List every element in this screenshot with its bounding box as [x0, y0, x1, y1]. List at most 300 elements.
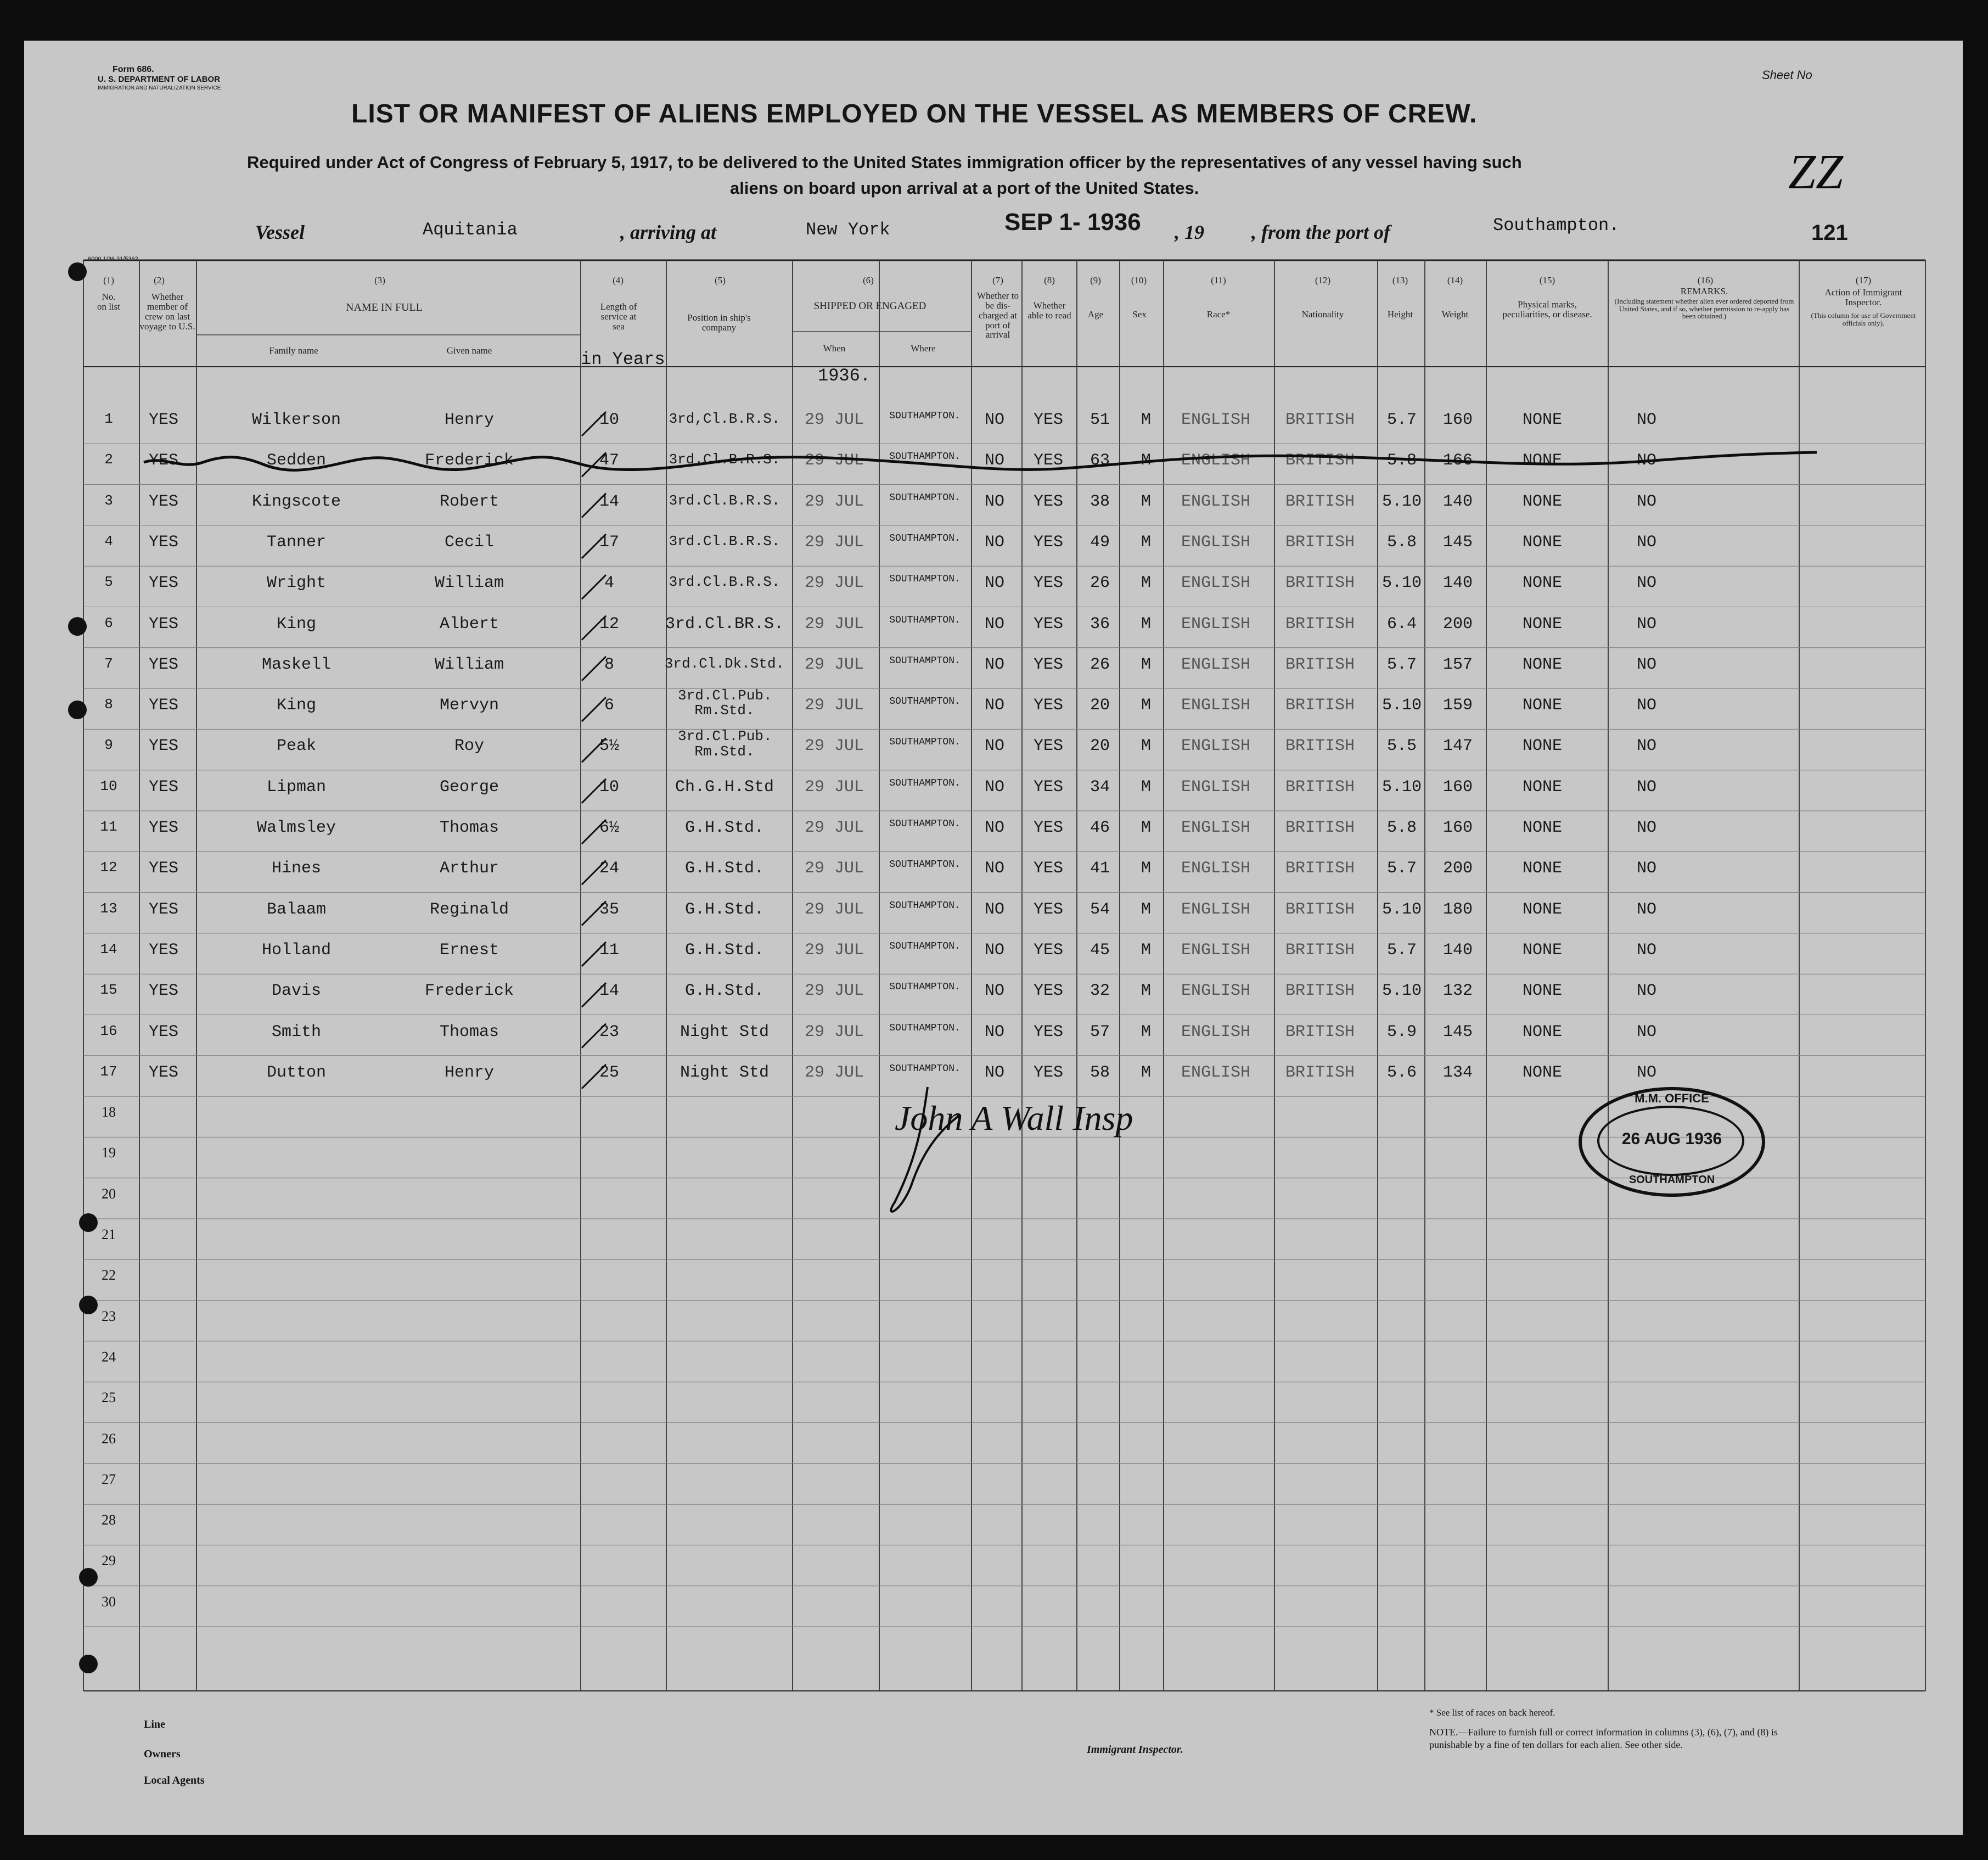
cell-last: YES — [148, 451, 179, 470]
cell-last: YES — [148, 777, 179, 797]
cell-read: YES — [1033, 940, 1064, 960]
cell-last: YES — [148, 737, 179, 756]
cell-where: SOUTHAMPTON. — [889, 819, 961, 830]
cell-height: 6.4 — [1386, 614, 1417, 634]
cell-sex: M — [1141, 900, 1152, 919]
cell-race: ENGLISH — [1181, 492, 1251, 511]
form-number: Form 686. — [113, 65, 154, 74]
row-number: 24 — [102, 1348, 116, 1365]
cell-position: 3rd.Cl.B.R.S. — [669, 492, 780, 509]
cell-last: YES — [148, 940, 179, 960]
cell-disch: NO — [984, 696, 1005, 715]
header-last-voyage: Whether member of crew on last voyage to U.S. — [139, 292, 195, 332]
cell-phys: NONE — [1522, 819, 1563, 837]
header-action-note: (This column for use of Government officials only). — [1811, 311, 1916, 327]
cell-nat: BRITISH — [1285, 900, 1355, 919]
cell-no: 17 — [100, 1063, 117, 1080]
cell-position: G.H.Std. — [684, 900, 765, 919]
cell-given: Henry — [444, 411, 495, 429]
cell-disch: NO — [984, 1063, 1005, 1082]
footer-owners-label: Owners — [144, 1748, 181, 1760]
cell-length: 35 — [599, 900, 620, 919]
page-number: 121 — [1811, 221, 1848, 245]
cell-race: ENGLISH — [1181, 451, 1251, 470]
cell-age: 45 — [1090, 940, 1110, 960]
cell-where: SOUTHAMPTON. — [889, 411, 961, 422]
cell-where: SOUTHAMPTON. — [889, 655, 961, 666]
cell-no: 1 — [104, 411, 113, 427]
cell-where: SOUTHAMPTON. — [889, 1063, 961, 1074]
cell-nat: BRITISH — [1285, 1063, 1355, 1082]
cell-family: Maskell — [261, 655, 332, 674]
cell-weight: 145 — [1442, 1022, 1473, 1041]
cell-read: YES — [1033, 411, 1064, 429]
cell-length: 47 — [599, 451, 620, 470]
cell-height: 5.5 — [1386, 737, 1417, 756]
cell-given: William — [434, 655, 504, 674]
cell-last: YES — [148, 696, 179, 715]
row-number: 22 — [102, 1267, 116, 1284]
cell-weight: 132 — [1442, 982, 1473, 1001]
col-num-16: (16) — [1697, 275, 1714, 285]
cell-disch: NO — [984, 1022, 1005, 1041]
cell-where: SOUTHAMPTON. — [889, 900, 961, 911]
cell-read: YES — [1033, 1063, 1064, 1082]
cell-height: 5.7 — [1386, 940, 1417, 960]
cell-phys: NONE — [1522, 982, 1563, 1001]
cell-sex: M — [1141, 1063, 1152, 1082]
cell-when: 29 JUL — [804, 696, 864, 715]
cell-weight: 200 — [1442, 859, 1473, 878]
cell-age: 54 — [1090, 900, 1110, 919]
page-title: LIST OR MANIFEST OF ALIENS EMPLOYED ON THE VESSEL AS MEMBERS OF CREW. — [351, 99, 1478, 128]
cell-no: 9 — [104, 737, 113, 754]
cell-when: 29 JUL — [804, 451, 864, 470]
cell-phys: NONE — [1522, 533, 1563, 552]
col-num-11: (11) — [1211, 275, 1226, 285]
cell-where: SOUTHAMPTON. — [889, 940, 961, 952]
cell-sex: M — [1141, 614, 1152, 634]
cell-disch: NO — [984, 451, 1005, 470]
cell-length: 25 — [599, 1063, 620, 1082]
header-when: When — [823, 343, 846, 354]
cell-age: 20 — [1090, 737, 1110, 756]
cell-where: SOUTHAMPTON. — [889, 574, 961, 585]
cell-age: 41 — [1090, 859, 1110, 878]
arrival-port: New York — [806, 220, 890, 240]
cell-length: 10 — [599, 411, 620, 429]
cell-nat: BRITISH — [1285, 411, 1355, 429]
row-number: 29 — [102, 1553, 116, 1569]
cell-read: YES — [1033, 574, 1064, 593]
cell-family: Tanner — [266, 533, 327, 552]
cell-remarks: NO — [1636, 940, 1657, 960]
cell-when: 29 JUL — [804, 1022, 864, 1041]
col-num-7: (7) — [992, 275, 1003, 285]
cell-age: 20 — [1090, 696, 1110, 715]
cell-given: George — [439, 777, 499, 797]
sheet-mark-handwritten: ZZ — [1788, 145, 1844, 199]
cell-nat: BRITISH — [1285, 696, 1355, 715]
cell-remarks: NO — [1636, 492, 1657, 511]
stamp-date: 26 AUG 1936 — [1621, 1130, 1722, 1148]
cell-given: Albert — [439, 614, 499, 634]
cell-disch: NO — [984, 614, 1005, 634]
cell-family: Balaam — [266, 900, 327, 919]
cell-read: YES — [1033, 492, 1064, 511]
binder-hole — [79, 1568, 98, 1587]
header-weight: Weight — [1441, 309, 1469, 320]
cell-position: 3rd.Cl.Pub. Rm.Std. — [678, 728, 772, 760]
cell-remarks: NO — [1636, 696, 1657, 715]
cell-height: 5.7 — [1386, 655, 1417, 674]
vessel-label: Vessel — [255, 221, 305, 243]
cell-nat: BRITISH — [1285, 940, 1355, 960]
cell-remarks: NO — [1636, 900, 1657, 919]
cell-phys: NONE — [1522, 574, 1563, 593]
cell-when: 29 JUL — [804, 655, 864, 674]
col-num-13: (13) — [1392, 275, 1408, 285]
cell-race: ENGLISH — [1181, 900, 1251, 919]
cell-read: YES — [1033, 737, 1064, 756]
cell-weight: 147 — [1442, 737, 1473, 756]
cell-disch: NO — [984, 940, 1005, 960]
cell-last: YES — [148, 819, 179, 837]
cell-remarks: NO — [1636, 451, 1657, 470]
cell-family: King — [276, 614, 317, 634]
cell-no: 16 — [100, 1022, 117, 1039]
header-remarks-note: (Including statement whether alien ever ordered deported from United States, and if so, whether permission to re-apply has been obtained.) — [1614, 297, 1794, 321]
cell-nat: BRITISH — [1285, 859, 1355, 878]
cell-given: Roy — [454, 737, 485, 756]
cell-family: Smith — [271, 1022, 322, 1041]
cell-nat: BRITISH — [1285, 777, 1355, 797]
cell-when: 29 JUL — [804, 777, 864, 797]
cell-weight: 140 — [1442, 940, 1473, 960]
footer-agents-label: Local Agents — [144, 1774, 205, 1786]
cell-length: 6 — [604, 696, 615, 715]
cell-last: YES — [148, 1022, 179, 1041]
cell-no: 2 — [104, 451, 113, 468]
year-header: 1936. — [818, 366, 871, 386]
cell-phys: NONE — [1522, 1022, 1563, 1041]
cell-race: ENGLISH — [1181, 819, 1251, 837]
cell-remarks: NO — [1636, 533, 1657, 552]
cell-read: YES — [1033, 533, 1064, 552]
cell-nat: BRITISH — [1285, 451, 1355, 470]
office-stamp — [1579, 1087, 1765, 1197]
cell-phys: NONE — [1522, 492, 1563, 511]
row-number: 25 — [102, 1390, 116, 1406]
cell-no: 4 — [104, 533, 113, 550]
cell-position: 3rd.Cl.B.R.S. — [669, 574, 780, 591]
cell-last: YES — [148, 900, 179, 919]
cell-where: SOUTHAMPTON. — [889, 492, 961, 503]
row-number: 20 — [102, 1185, 116, 1202]
cell-height: 5.7 — [1386, 411, 1417, 429]
footer-inspector-label: Immigrant Inspector. — [1087, 1744, 1183, 1756]
header-shipped-engaged: SHIPPED OR ENGAGED — [813, 300, 926, 312]
cell-phys: NONE — [1522, 1063, 1563, 1082]
cell-length: 23 — [599, 1022, 620, 1041]
cell-weight: 180 — [1442, 900, 1473, 919]
header-race: Race* — [1206, 309, 1231, 320]
cell-race: ENGLISH — [1181, 859, 1251, 878]
col-num-17: (17) — [1855, 275, 1872, 285]
cell-weight: 157 — [1442, 655, 1473, 674]
cell-height: 5.10 — [1382, 574, 1422, 593]
header-age: Age — [1087, 309, 1104, 320]
cell-height: 5.10 — [1382, 982, 1422, 1001]
cell-length: 14 — [599, 492, 620, 511]
cell-length: 6½ — [599, 819, 620, 837]
cell-phys: NONE — [1522, 859, 1563, 878]
cell-remarks: NO — [1636, 859, 1657, 878]
cell-given: Ernest — [439, 940, 499, 960]
cell-race: ENGLISH — [1181, 411, 1251, 429]
cell-remarks: NO — [1636, 411, 1657, 429]
cell-family: Davis — [271, 982, 322, 1001]
cell-no: 3 — [104, 492, 113, 509]
cell-read: YES — [1033, 451, 1064, 470]
cell-sex: M — [1141, 737, 1152, 756]
binder-hole — [79, 1213, 98, 1232]
cell-read: YES — [1033, 777, 1064, 797]
binder-hole — [68, 701, 87, 719]
cell-sex: M — [1141, 859, 1152, 878]
cell-position: G.H.Std. — [684, 859, 765, 878]
cell-nat: BRITISH — [1285, 982, 1355, 1001]
cell-last: YES — [148, 574, 179, 593]
cell-nat: BRITISH — [1285, 1022, 1355, 1041]
cell-no: 15 — [100, 982, 117, 999]
cell-length: 12 — [599, 614, 620, 634]
header-in-years: in Years — [581, 349, 665, 369]
cell-given: Reginald — [429, 900, 509, 919]
stamp-office: M.M. OFFICE — [1635, 1091, 1709, 1105]
cell-no: 14 — [100, 940, 117, 957]
row-number: 28 — [102, 1512, 116, 1528]
cell-race: ENGLISH — [1181, 533, 1251, 552]
cell-family: Sedden — [266, 451, 327, 470]
cell-disch: NO — [984, 982, 1005, 1001]
cell-race: ENGLISH — [1181, 696, 1251, 715]
cell-sex: M — [1141, 533, 1152, 552]
cell-age: 46 — [1090, 819, 1110, 837]
cell-when: 29 JUL — [804, 1063, 864, 1082]
cell-height: 5.9 — [1386, 1022, 1417, 1041]
col-num-9: (9) — [1090, 275, 1101, 285]
cell-family: Lipman — [266, 777, 327, 797]
cell-nat: BRITISH — [1285, 737, 1355, 756]
cell-nat: BRITISH — [1285, 655, 1355, 674]
row-number: 19 — [102, 1145, 116, 1161]
cell-position: Ch.G.H.Std — [675, 777, 774, 797]
cell-family: Peak — [276, 737, 317, 756]
cell-disch: NO — [984, 533, 1005, 552]
cell-phys: NONE — [1522, 737, 1563, 756]
cell-race: ENGLISH — [1181, 614, 1251, 634]
cell-family: Holland — [261, 940, 332, 960]
cell-last: YES — [148, 411, 179, 429]
cell-no: 8 — [104, 696, 113, 713]
subtitle-line-1: Required under Act of Congress of February 5, 1917, to be delivered to the United States immigration officer by the representatives of any vessel having such — [247, 153, 1522, 172]
footer-line-label: Line — [144, 1718, 165, 1730]
header-remarks: REMARKS. — [1680, 286, 1728, 296]
cell-family: Wright — [266, 574, 327, 593]
cell-age: 51 — [1090, 411, 1110, 429]
arriving-label: , arriving at — [620, 221, 717, 243]
cell-position: 3rd,Cl.B.R.S. — [669, 411, 780, 427]
cell-when: 29 JUL — [804, 982, 864, 1001]
cell-given: Thomas — [439, 1022, 499, 1041]
col-num-14: (14) — [1447, 275, 1463, 285]
cell-no: 11 — [100, 819, 117, 835]
cell-no: 10 — [100, 777, 117, 794]
cell-phys: NONE — [1522, 655, 1563, 674]
cell-where: SOUTHAMPTON. — [889, 533, 961, 544]
cell-phys: NONE — [1522, 900, 1563, 919]
header-position: Position in ship's company — [687, 312, 751, 333]
cell-last: YES — [148, 655, 179, 674]
header-sex: Sex — [1132, 309, 1147, 320]
cell-age: 38 — [1090, 492, 1110, 511]
cell-phys: NONE — [1522, 614, 1563, 634]
cell-disch: NO — [984, 819, 1005, 837]
col-num-10: (10) — [1131, 275, 1147, 285]
cell-age: 63 — [1090, 451, 1110, 470]
cell-when: 29 JUL — [804, 940, 864, 960]
cell-read: YES — [1033, 655, 1064, 674]
cell-remarks: NO — [1636, 982, 1657, 1001]
col-num-6: (6) — [863, 275, 874, 285]
cell-given: Cecil — [444, 533, 495, 552]
row-number: 21 — [102, 1226, 116, 1242]
signature-flourish — [878, 1076, 977, 1219]
cell-phys: NONE — [1522, 696, 1563, 715]
print-code: 6000 1/36 31/5362 — [88, 256, 138, 262]
cell-last: YES — [148, 982, 179, 1001]
cell-disch: NO — [984, 492, 1005, 511]
col-num-12: (12) — [1315, 275, 1331, 285]
col-num-2: (2) — [154, 275, 165, 285]
cell-race: ENGLISH — [1181, 737, 1251, 756]
binder-hole — [68, 617, 87, 636]
cell-read: YES — [1033, 982, 1064, 1001]
cell-position: G.H.Std. — [684, 940, 765, 960]
cell-read: YES — [1033, 696, 1064, 715]
cell-age: 34 — [1090, 777, 1110, 797]
cell-nat: BRITISH — [1285, 819, 1355, 837]
cell-sex: M — [1141, 492, 1152, 511]
col-num-8: (8) — [1044, 275, 1055, 285]
cell-disch: NO — [984, 737, 1005, 756]
cell-when: 29 JUL — [804, 900, 864, 919]
cell-remarks: NO — [1636, 1063, 1657, 1082]
cell-disch: NO — [984, 900, 1005, 919]
cell-weight: 160 — [1442, 411, 1473, 429]
row-number: 27 — [102, 1471, 116, 1487]
cell-position: 3rd.Cl.B.R.S. — [669, 533, 780, 550]
cell-phys: NONE — [1522, 940, 1563, 960]
cell-disch: NO — [984, 655, 1005, 674]
cell-read: YES — [1033, 900, 1064, 919]
cell-position: 3rd.Cl.Dk.Std. — [664, 655, 785, 672]
cell-given: Thomas — [439, 819, 499, 837]
cell-age: 32 — [1090, 982, 1110, 1001]
cell-position: G.H.Std. — [684, 982, 765, 1001]
cell-last: YES — [148, 1063, 179, 1082]
cell-age: 36 — [1090, 614, 1110, 634]
header-family-name: Family name — [269, 345, 318, 356]
binder-hole — [68, 262, 87, 281]
cell-height: 5.10 — [1382, 900, 1422, 919]
cell-length: 24 — [599, 859, 620, 878]
header-nationality: Nationality — [1301, 309, 1344, 320]
col-num-4: (4) — [613, 275, 624, 285]
sheet-number-label: Sheet No — [1762, 68, 1812, 82]
cell-when: 29 JUL — [804, 859, 864, 878]
header-name-in-full: NAME IN FULL — [346, 301, 423, 313]
departure-label: , from the port of — [1251, 221, 1391, 243]
cell-sex: M — [1141, 982, 1152, 1001]
cell-family: King — [276, 696, 317, 715]
cell-last: YES — [148, 614, 179, 634]
cell-sex: M — [1141, 696, 1152, 715]
departure-port: Southampton. — [1493, 215, 1620, 236]
cell-family: Kingscote — [251, 492, 341, 511]
cell-age: 49 — [1090, 533, 1110, 552]
cell-phys: NONE — [1522, 777, 1563, 797]
cell-weight: 159 — [1442, 696, 1473, 715]
cell-when: 29 JUL — [804, 614, 864, 634]
cell-weight: 140 — [1442, 492, 1473, 511]
cell-remarks: NO — [1636, 614, 1657, 634]
cell-remarks: NO — [1636, 655, 1657, 674]
cell-where: SOUTHAMPTON. — [889, 696, 961, 708]
row-number: 30 — [102, 1593, 116, 1610]
cell-race: ENGLISH — [1181, 982, 1251, 1001]
header-physical-marks: Physical marks, peculiarities, or disease. — [1502, 299, 1592, 320]
cell-race: ENGLISH — [1181, 940, 1251, 960]
cell-no: 5 — [104, 574, 113, 591]
cell-remarks: NO — [1636, 574, 1657, 593]
cell-age: 57 — [1090, 1022, 1110, 1041]
row-number: 18 — [102, 1104, 116, 1121]
cell-length: 14 — [599, 982, 620, 1001]
header-length-service: Length of service at sea — [600, 301, 637, 332]
cell-where: SOUTHAMPTON. — [889, 451, 961, 463]
cell-last: YES — [148, 533, 179, 552]
cell-weight: 134 — [1442, 1063, 1473, 1082]
cell-length: 10 — [599, 777, 620, 797]
arrival-date-stamp: SEP 1- 1936 — [1004, 209, 1141, 236]
cell-race: ENGLISH — [1181, 574, 1251, 593]
cell-remarks: NO — [1636, 777, 1657, 797]
cell-last: YES — [148, 859, 179, 878]
cell-given: Robert — [439, 492, 499, 511]
header-able-read: Whether able to read — [1027, 300, 1071, 321]
cell-height: 5.8 — [1386, 533, 1417, 552]
row-number: 26 — [102, 1430, 116, 1447]
service-name: IMMIGRATION AND NATURALIZATION SERVICE — [98, 85, 221, 91]
cell-when: 29 JUL — [804, 737, 864, 756]
cell-length: 8 — [604, 655, 615, 674]
cell-no: 6 — [104, 614, 113, 631]
binder-hole — [79, 1655, 98, 1673]
cell-race: ENGLISH — [1181, 655, 1251, 674]
cell-height: 5.8 — [1386, 451, 1417, 470]
